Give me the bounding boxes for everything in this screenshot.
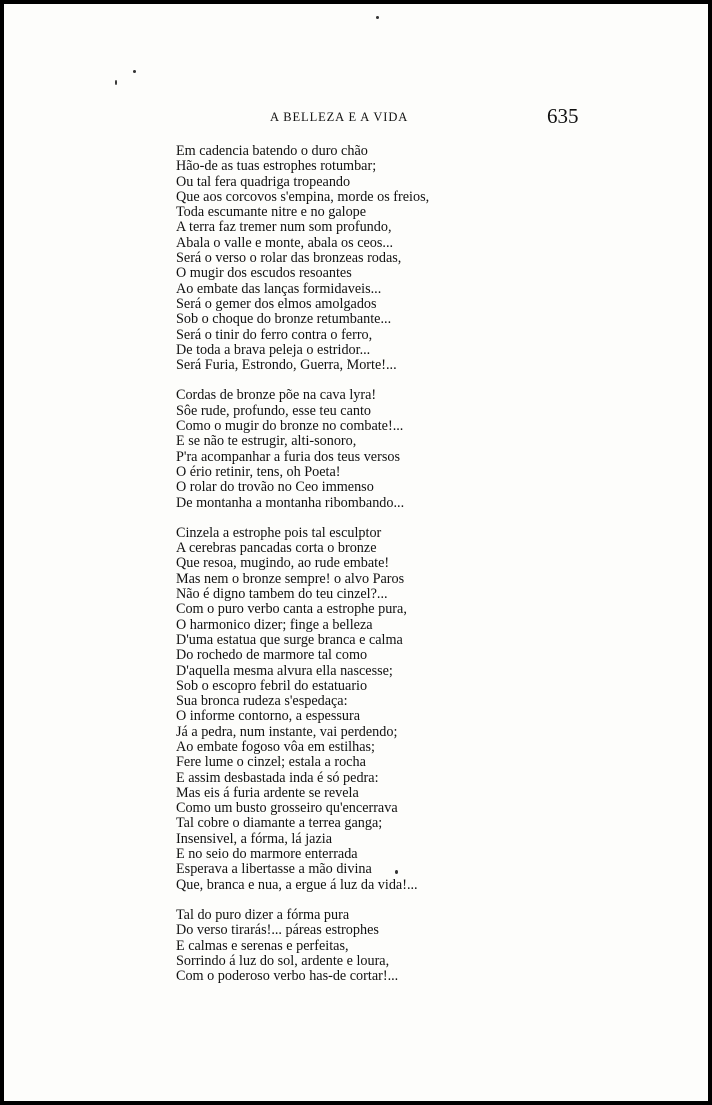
- poem-line: O ério retinir, tens, oh Poeta!: [176, 463, 341, 480]
- poem-line: Sorrindo á luz do sol, ardente e loura,: [176, 952, 390, 969]
- poem-line: D'aquella mesma alvura ella nascesse;: [176, 662, 393, 679]
- poem-line: Como um busto grosseiro qu'encerrava: [176, 800, 398, 817]
- poem-line: A cerebras pancadas corta o bronze: [176, 540, 377, 557]
- running-head-title: A BELLEZA E A VIDA: [270, 110, 409, 124]
- poem-line: Com o poderoso verbo has-de cortar!...: [176, 968, 399, 985]
- poem-line: O rolar do trovão no Ceo immenso: [176, 479, 374, 496]
- poem-line: Será o gemer dos elmos amolgados: [176, 295, 377, 312]
- poem-line: Já a pedra, num instante, vai perdendo;: [176, 723, 398, 740]
- poem-line: Tal do puro dizer a fórma pura: [176, 906, 350, 923]
- page-number: 635: [547, 104, 579, 128]
- poem-line: Sua bronca rudeza s'espedaça:: [176, 693, 348, 710]
- poem-stanza: [176, 526, 506, 893]
- poem-line: Fere lume o cinzel; estala a rocha: [176, 754, 366, 771]
- poem-line: Mas nem o bronze sempre! o alvo Paros: [176, 570, 405, 587]
- poem-line: Cinzela a estrophe pois tal esculptor: [176, 524, 382, 541]
- poem-line: Do verso tirarás!... páreas estrophes: [176, 922, 379, 939]
- poem-line: De montanha a montanha ribombando...: [176, 494, 405, 511]
- poem-line: D'uma estatua que surge branca e calma: [176, 631, 403, 648]
- poem-line: De toda a brava peleja o estridor...: [176, 341, 371, 358]
- poem-line: Será o verso o rolar das bronzeas rodas,: [176, 250, 402, 267]
- poem-line: Insensivel, a fórma, lá jazia: [176, 830, 332, 847]
- poem-line: Não é digno tambem do teu cinzel?...: [176, 586, 388, 603]
- poem-line: Sob o choque do bronze retumbante...: [176, 311, 392, 328]
- poem-line: Cordas de bronze põe na cava lyra!: [176, 387, 377, 404]
- book-page: [4, 4, 708, 1101]
- poem-stanza: [176, 388, 506, 510]
- poem-stanza: [176, 908, 506, 984]
- poem-line: Que, branca e nua, a ergue á luz da vida!...: [176, 876, 418, 893]
- poem-line: Em cadencia batendo o duro chão: [176, 143, 368, 159]
- poem-line: E no seio do marmore enterrada: [176, 846, 358, 863]
- poem-line: Com o puro verbo canta a estrophe pura,: [176, 601, 407, 618]
- ink-speck: [133, 70, 136, 73]
- ink-speck: [115, 80, 117, 85]
- poem-line: Como o mugir do bronze no combate!...: [176, 418, 404, 435]
- poem-line: Ao embate das lanças formidaveis...: [176, 280, 382, 297]
- poem-line: Tal cobre o diamante a terrea ganga;: [176, 815, 383, 832]
- poem-line: O informe contorno, a espessura: [176, 708, 360, 725]
- poem-line: Será o tinir do ferro contra o ferro,: [176, 326, 373, 343]
- poem-line: O harmonico dizer; finge a belleza: [176, 616, 373, 633]
- poem-line: Que aos corcovos s'empina, morde os freios,: [176, 188, 430, 205]
- poem-line: Sob o escopro febril do estatuario: [176, 677, 368, 694]
- poem-line: P'ra acompanhar a furia dos teus versos: [176, 448, 400, 465]
- poem-line: Esperava a libertasse a mão divina: [176, 861, 372, 878]
- running-head: [4, 104, 708, 132]
- poem-line: Ao embate fogoso vôa em estilhas;: [176, 738, 375, 755]
- poem-line: Toda escumante nitre e no galope: [176, 204, 367, 221]
- poem-line: Hão-de as tuas estrophes rotumbar;: [176, 158, 377, 175]
- poem-line: Será Furia, Estrondo, Guerra, Morte!...: [176, 357, 397, 374]
- poem-line: A terra faz tremer num som profundo,: [176, 219, 392, 236]
- poem-line: Abala o valle e monte, abala os ceos...: [176, 234, 394, 251]
- poem-line: O mugir dos escudos resoantes: [176, 265, 352, 282]
- poem-body: [176, 144, 506, 999]
- ink-speck: [376, 16, 379, 19]
- poem-line: Ou tal fera quadriga tropeando: [176, 173, 351, 190]
- poem-line: Do rochedo de marmore tal como: [176, 647, 368, 664]
- poem-line: Mas eis á furia ardente se revela: [176, 784, 359, 801]
- poem-line: E calmas e serenas e perfeitas,: [176, 937, 349, 954]
- poem-line: E assim desbastada inda é só pedra:: [176, 769, 379, 786]
- poem-line: Sôe rude, profundo, esse teu canto: [176, 402, 372, 419]
- poem-line: Que resoa, mugindo, ao rude embate!: [176, 555, 390, 572]
- poem-stanza: [176, 144, 506, 373]
- poem-line: E se não te estrugir, alti-sonoro,: [176, 433, 357, 450]
